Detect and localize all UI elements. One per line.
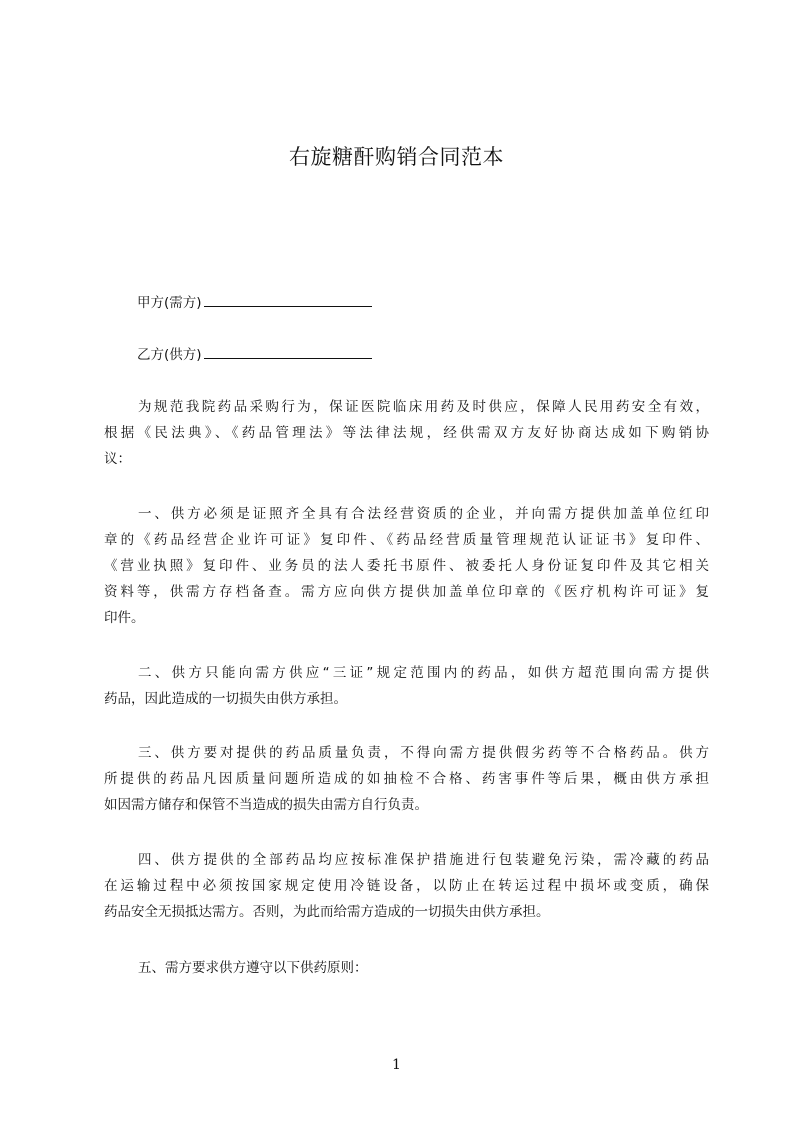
paragraph-line: 印件。	[104, 610, 145, 626]
clause-2-paragraph	[104, 660, 709, 712]
paragraph-line: 如因需方储存和保管不当造成的损失由需方自行负责。	[104, 797, 428, 813]
paragraph-line: 五、需方要求供方遵守以下供药原则：	[138, 960, 368, 976]
paragraph-line: 在运输过程中必须按国家规定使用冷链设备，以防止在转运过程中损坏或变质，确保	[104, 878, 709, 894]
party-a-blank-line	[204, 292, 372, 307]
paragraph-line: 根据《民法典》、《药品管理法》等法律法规，经供需双方友好协商达成如下购销协	[104, 425, 709, 441]
party-a-field	[137, 292, 372, 313]
page-number: 1	[392, 1057, 401, 1073]
paragraph-line: 所提供的药品凡因质量问题所造成的如抽检不合格、药害事件等后果，概由供方承担	[104, 771, 709, 787]
preamble-paragraph	[104, 394, 709, 472]
paragraph-line: 二、供方只能向需方供应“三证”规定范围内的药品，如供方超范围向需方提供	[138, 665, 709, 681]
paragraph-line: 一、供方必须是证照齐全具有合法经营资质的企业，并向需方提供加盖单位红印	[138, 506, 709, 522]
paragraph-line: 四、供方提供的全部药品均应按标准保护措施进行包装避免污染，需冷藏的药品	[138, 852, 709, 868]
paragraph-line: 《营业执照》复印件、业务员的法人委托书原件、被委托人身份证复印件及其它相关	[104, 558, 709, 574]
party-a-label: 甲方(需方)	[137, 295, 202, 311]
document-title: 右旋糖酐购销合同范本	[289, 145, 504, 169]
party-b-label: 乙方(供方)	[137, 347, 202, 363]
clause-3-paragraph	[104, 740, 709, 818]
clause-5-paragraph	[104, 955, 709, 981]
paragraph-line: 三、供方要对提供的药品质量负责，不得向需方提供假劣药等不合格药品。供方	[138, 745, 709, 761]
paragraph-line: 为规范我院药品采购行为，保证医院临床用药及时供应，保障人民用药安全有效，	[138, 399, 709, 415]
clause-4-paragraph	[104, 847, 709, 925]
paragraph-line: 章的《药品经营企业许可证》复印件、《药品经营质量管理规范认证证书》复印件、	[104, 532, 709, 548]
paragraph-line: 药品安全无损抵达需方。否则，为此而给需方造成的一切损失由供方承担。	[104, 904, 550, 920]
paragraph-line: 资料等，供需方存档备查。需方应向供方提供加盖单位印章的《医疗机构许可证》复	[104, 584, 709, 600]
clause-1-paragraph	[104, 501, 709, 631]
paragraph-line: 药品，因此造成的一切损失由供方承担。	[104, 691, 347, 707]
party-b-blank-line	[204, 344, 372, 359]
paragraph-line: 议：	[104, 451, 131, 467]
party-b-field	[137, 344, 372, 365]
